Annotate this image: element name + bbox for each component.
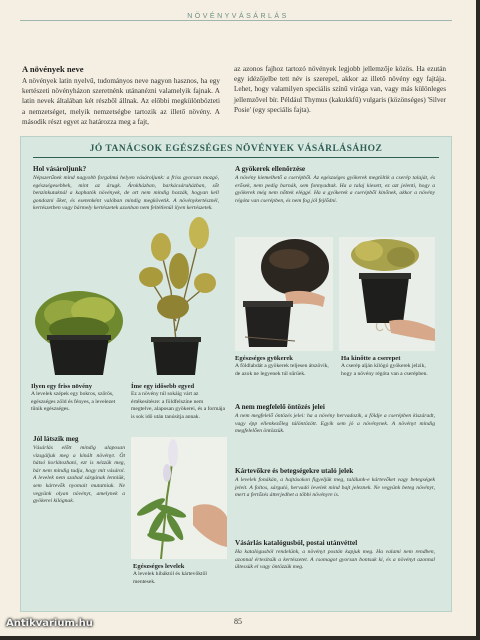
mail-order-section xyxy=(235,539,435,572)
intro-left-column xyxy=(22,64,220,127)
root-ball-photo xyxy=(235,237,333,351)
where-to-buy-heading: Hol vásároljunk? xyxy=(33,165,87,173)
book-bottom-edge xyxy=(0,636,480,640)
old-plant-caption xyxy=(131,383,225,421)
healthy-roots-caption-heading: Egészséges gyökerek xyxy=(235,355,293,362)
healthy-roots-caption xyxy=(235,355,333,378)
watering-text: A nem megfelelő öntözés jelei: ha a növény hervadozik, a földje a cserépben kiszáradt, vagy épp ellenkezőleg túlöntözött. Egyik sem jó a növénynek. A növényt mindig megfelelően öntözzük. xyxy=(235,413,435,435)
fresh-plant-photo xyxy=(29,279,129,379)
pot-bound-caption-text: A cserép alján kilógó gyökerek jelzik, hogy a növény régóta van a cserépben. xyxy=(341,363,428,377)
intro-right-column xyxy=(234,64,446,115)
healthy-roots-caption-text: A földlabdát a gyökerek teljesen átszövik, de azok ne legyenek túl sűrűek. xyxy=(235,363,329,377)
old-plant-caption-heading: Íme egy idősebb egyed xyxy=(131,383,195,390)
inspection-text: Vásárlás előtt mindig alaposan vizsgáljuk meg a kínált növényt. Öt hátsó korlátozható, ezt is nézzük meg, bár nem mindig tudja, hogy mit vásárol. A levelek nem szabad sárgának lenniük, sem kártevők nyomait mutatniuk. Ne vegyünk olyan növényt, amelynek a gyökerei kilógnak. xyxy=(33,445,125,505)
leaves-caption xyxy=(133,563,227,586)
mail-order-text: Ha katalógusból rendelünk, a növényt postán kapjuk meg. Ha valami nem rendben, azonnal értesítsük a kertészetet. A csomagot gyorsan bontsuk ki, és a növényt azonnal ültessük el vagy öntözzük meg. xyxy=(235,549,435,571)
inspection-heading: Jól látszik meg xyxy=(33,435,79,443)
leaves-caption-text: A levelek hibáktól és kártevőktől mentesek. xyxy=(133,571,207,585)
pot-bound-photo xyxy=(339,237,435,351)
root-check-text: A növény kiemelhető a cserépből. Az egészséges gyökerek megtöltik a cserép talaját, és erősek, nem pedig barnák, sem fonnyadtak. Ha a talaj kiesett, ez azt jelenti, hogy a gyökerek még nem nőttek eléggé. Ha a gyökerek a cserépből kinőnek, akkor a növény régóta van cserépben, és nem fog jól fejlődni. xyxy=(235,175,435,204)
page-number: 85 xyxy=(234,617,242,626)
book-binding-edge xyxy=(476,0,480,640)
fresh-plant-caption xyxy=(31,383,125,414)
pests-heading: Kártevőkre és betegségekre utaló jelek xyxy=(235,467,354,475)
pests-text: A levelek fonákán, a hajtásokon figyeljük meg, találunk-e kártevőket vagy betegségek jeleit. A foltos, sárguló, hervadó levelek mind bajt jeleznek. Ne vegyünk beteg növényt, mert a fertőzés átterjedhet a többi növényre is. xyxy=(235,477,435,499)
header-rule xyxy=(20,20,452,21)
pot-bound-caption-heading: Ha kinőtte a cserepet xyxy=(341,355,401,362)
intro-left-text: A növények latin nyelvű, tudományos neve nagyon hasznos, ha egy kertészeti növényházon szeretnénk utánanézni valamelyik fajnak. A latin nevek általában két részből állnak. Az előbbi megkülönbözteti a nemzetséget, melyik nemzetségbe tartozik az illető növény. A második részt egyet az határozza meg a fajt, xyxy=(22,77,220,126)
mail-order-heading: Vásárlás katalógusból, postai utánvéttel xyxy=(235,539,358,547)
pests-section xyxy=(235,467,435,500)
pot-bound-caption xyxy=(341,355,437,378)
tips-panel xyxy=(20,136,452,612)
leaves-caption-heading: Egészséges levelek xyxy=(133,563,185,570)
watermark: Antikvarium.hu xyxy=(6,618,93,629)
fresh-plant-caption-text: A levelek szépek egy bokros, szőrös, egészséges zöld és fényes, a levelezet tűnik egészséges. xyxy=(31,391,116,413)
panel-title: JÓ TANÁCSOK EGÉSZSÉGES NÖVÉNYEK VÁSÁRLÁSÁHOZ xyxy=(89,144,383,154)
panel-title-rule xyxy=(33,157,439,158)
root-check-section xyxy=(235,165,435,205)
watering-heading: A nem megfelelő öntözés jelei xyxy=(235,403,325,411)
root-check-heading: A gyökerek ellenőrzése xyxy=(235,165,306,173)
watering-section xyxy=(235,403,435,436)
old-plant-photo xyxy=(131,211,221,379)
old-plant-caption-text: Ez a növény túl sokáig várt az értékesítésre: a földfelszíne nem megtelve, alaposan gyökerei, és a formája is sok idő után tanúsítja annak. xyxy=(131,391,225,420)
intro-right-text: az azonos fajhoz tartozó növények legjobb jellemzője közös. Ha ezután egy idézőjelbe tett név is szerepel, akkor az illető növény egy fajtája. Lehet, hogy valamilyen speciális színű virága van, vagy más különleges jellemzővel bír. Például Thymus (kakukkfű) vulgaris (közönséges) 'Silver Posie' (egy speciális fajta). xyxy=(234,65,446,114)
running-head: NÖVÉNYVÁSÁRLÁS xyxy=(187,13,289,20)
inspection-section xyxy=(33,435,125,506)
healthy-leaves-photo xyxy=(131,437,227,559)
intro-heading: A növények neve xyxy=(22,64,84,74)
fresh-plant-caption-heading: Ilyen egy friss növény xyxy=(31,383,92,390)
where-to-buy-section xyxy=(33,165,219,213)
where-to-buy-text: Népszerűnek mind nagyobb forgalmú helyen vásároljunk: a friss gyorsan mozgó, egészségesebbek, mint az árugk. Árokházban, barkácsáruházban, sőt benzinkutaknál a kaphatók növények, de ott nem mindig hozzák, hogyan kell gondozni őket, és esetenként valóban mindig megkövetik. A növénykertésznél, kertészetben vagy bármely kertészetek azonban nem feltétlenül ilyen kertészetek. xyxy=(33,175,219,212)
